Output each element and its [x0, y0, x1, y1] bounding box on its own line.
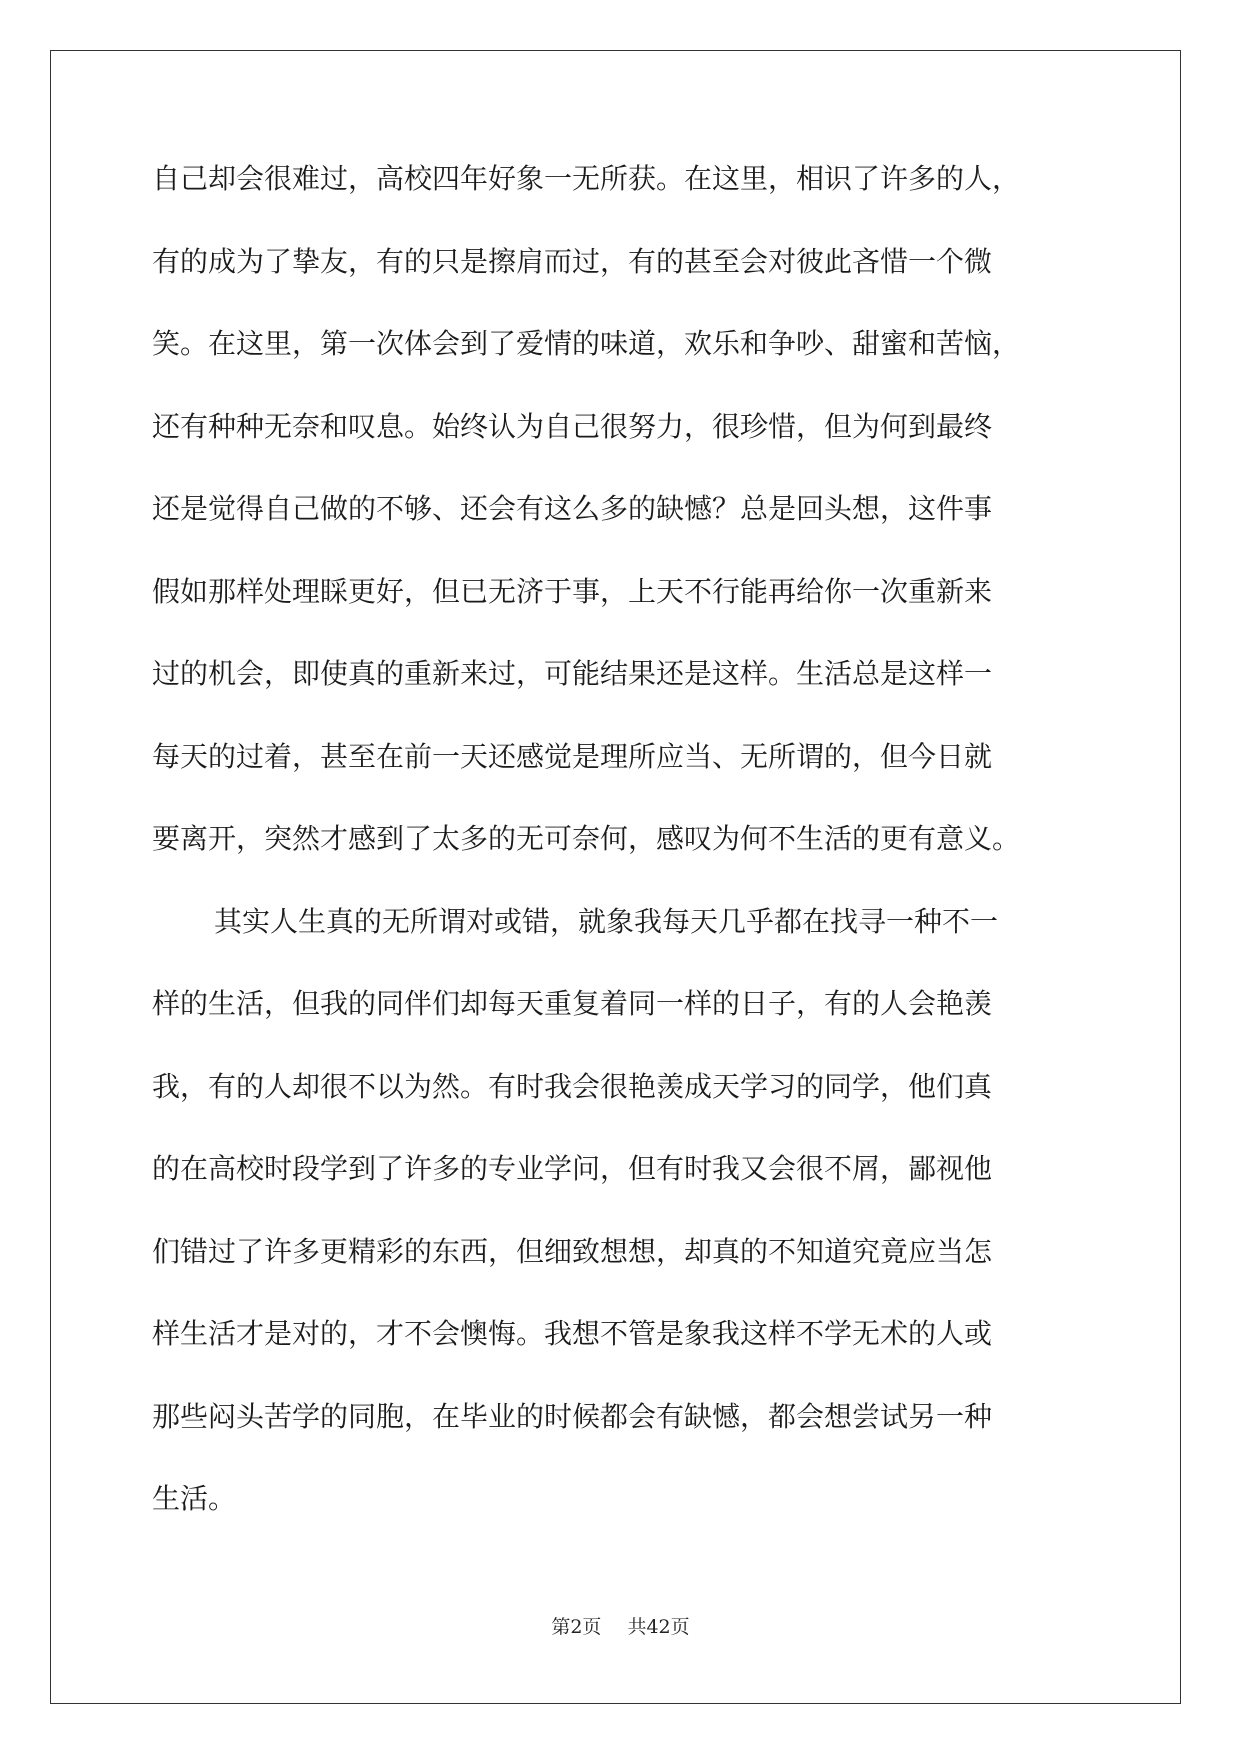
text-line: 那些闷头苦学的同胞，在毕业的时候都会有缺憾，都会想尝试另一种: [152, 1399, 993, 1433]
text-line: 自己却会很难过，高校四年好象一无所获。在这里，相识了许多的人，: [152, 162, 1021, 195]
document-body: [152, 162, 1092, 1565]
text-line: 们错过了许多更精彩的东西，但细致想想，却真的不知道究竟应当怎: [152, 1234, 993, 1268]
text-line: 笑。在这里，第一次体会到了爱情的味道，欢乐和争吵、甜蜜和苦恼，: [152, 327, 1021, 360]
text-line: 还是觉得自己做的不够、还会有这么多的缺憾？总是回头想，这件事: [152, 492, 993, 525]
text-line: 有的成为了挚友，有的只是擦肩而过，有的甚至会对彼此吝惜一个微: [152, 244, 993, 278]
page-number: 第2页: [551, 1616, 602, 1638]
page-footer: [0, 1612, 1241, 1639]
text-line: 样生活才是对的，才不会懊悔。我想不管是象我这样不学无术的人或: [152, 1317, 993, 1350]
text-line: 还有种种无奈和叹息。始终认为自己很努力，很珍惜，但为何到最终: [152, 409, 993, 443]
text-line: 我，有的人却很不以为然。有时我会很艳羡成天学习的同学，他们真: [152, 1069, 993, 1103]
page-total: 共42页: [627, 1616, 690, 1638]
text-line: 的在高校时段学到了许多的专业学问，但有时我又会很不屑，鄙视他: [152, 1152, 993, 1185]
text-line: 样的生活，但我的同伴们却每天重复着同一样的日子，有的人会艳羡: [152, 987, 993, 1020]
text-line: 过的机会，即使真的重新来过，可能结果还是这样。生活总是这样一: [152, 657, 993, 690]
text-line: 假如那样处理睬更好，但已无济于事，上天不行能再给你一次重新来: [152, 574, 993, 608]
paragraph-start-line: 其实人生真的无所谓对或错，就象我每天几乎都在找寻一种不一: [214, 904, 999, 938]
text-line: 生活。: [152, 1482, 237, 1515]
text-line: 每天的过着，甚至在前一天还感觉是理所应当、无所谓的，但今日就: [152, 739, 993, 773]
text-line: 要离开，突然才感到了太多的无可奈何，感叹为何不生活的更有意义。: [152, 822, 1021, 855]
